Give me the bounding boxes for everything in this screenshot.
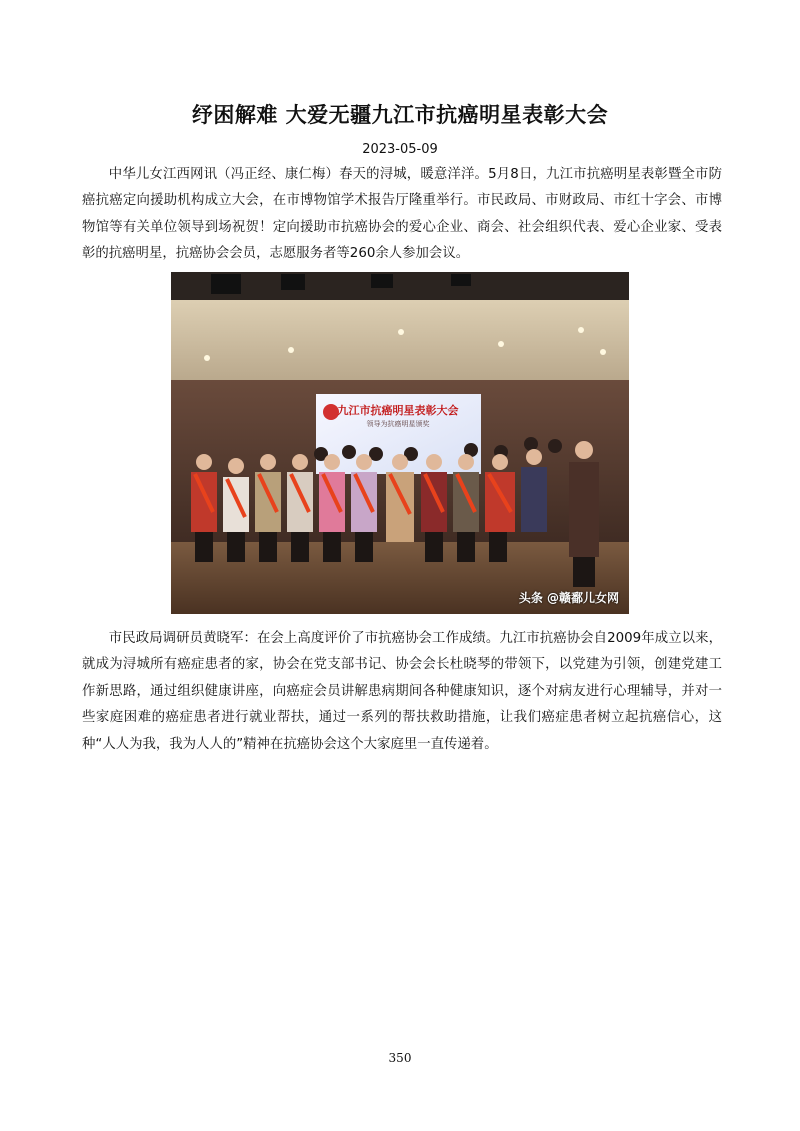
banner-title: 九江市抗癌明星表彰大会 [337, 404, 459, 417]
article-paragraph-2: 市民政局调研员黄晓军：在会上高度评价了市抗癌协会工作成绩。九江市抗癌协会自2009年成立以来，就成为浔城所有癌症患者的家，协会在党支部书记、协会会长杜晓琴的带领下，以党建为引领，创建党建工作新思路，通过组织健康讲座，向癌症会员讲解患病期间各种健康知识，逐个对病友进行心理辅导，并对一些家庭困难的癌症患者进行就业帮扶，通过一系列的帮扶救助措施，让我们癌症患者树立起抗癌信心，这种“人人为我，我为人人的”精神在抗癌协会这个大家庭里一直传递着。 [82, 631, 722, 752]
photo-watermark: 头条 @赣鄱儿女网 [518, 591, 619, 605]
banner-subtitle: 领导为抗癌明星颁奖 [366, 420, 430, 428]
event-photo [171, 272, 629, 614]
article-paragraph-1: 中华儿女江西网讯（冯正经、康仁梅）春天的浔城，暖意洋洋。5月8日，九江市抗癌明星表彰暨全市防癌抗癌定向援助机构成立大会，在市博物馆学术报告厅隆重举行。市民政局、市财政局、市红十字会、市博物馆等有关单位领导到场祝贺！定向援助市抗癌协会的爱心企业、商会、社会组织代表、爱心企业家、受表彰的抗癌明星，抗癌协会会员，志愿服务者等260余人参加会议。 [82, 167, 722, 262]
article-title: 纾困解难 大爱无疆九江市抗癌明星表彰大会 [191, 103, 609, 127]
event-photo-illustration [171, 272, 629, 614]
page-number: 350 [388, 1051, 412, 1065]
article-date: 2023-05-09 [362, 142, 438, 157]
